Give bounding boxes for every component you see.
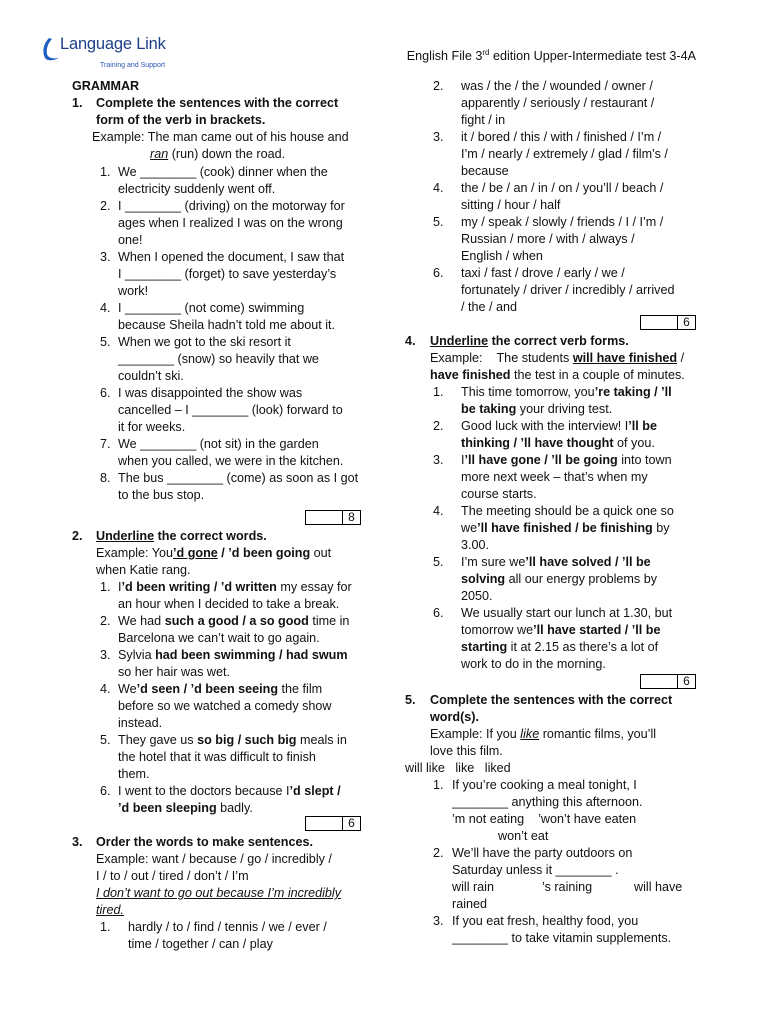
list-item: 6. I went to the doctors because I’d slept / ’d been sleeping badly. <box>100 784 341 815</box>
exercise-2: 2. Underline the correct words. Example: You’d gone / ’d been going out when Katie rang. 1. I’d been writing / ’d written my essay for an hour when I decided to take a break. 2. We had such a good / a so good time in Barcelona we can’t wait to go again. 3. Sylvia had been swimming / had swum so her hair was wet. 4. We’d seen / ’d been seeing the film before so we watched a comedy show instead. 5. They gave us so big / such big meals in the hotel that it was difficult to finish them. 6. I went to the doctors because I’d slept / ’d been sleeping badly. <box>72 528 372 817</box>
left-column <box>72 78 372 951</box>
list-item: 2. I ________ (driving) on the motorway for ages when I realized I was on the wrong one! <box>100 199 345 247</box>
list-item: 2. We had such a good / a so good time in Barcelona we can’t wait to go again. <box>100 614 350 645</box>
list-item: 4. We’d seen / ’d been seeing the film before so we watched a comedy show instead. <box>100 682 332 730</box>
list-item: 5. I’m sure we’ll have solved / ’ll be solving all our energy problems by 2050. <box>433 555 657 603</box>
score-box[interactable]: 6 <box>640 674 696 689</box>
logo-tagline: Training and Support <box>100 62 166 69</box>
score-box[interactable]: 6 <box>640 315 696 330</box>
right-column <box>405 78 705 945</box>
list-item: 3. it / bored / this / with / finished / I’m / I’m / nearly / extremely / glad / film’s / because <box>433 130 668 178</box>
list-item: 6. taxi / fast / drove / early / we / fortunately / driver / incredibly / arrived / the / and <box>433 266 675 314</box>
list-item: 1. If you’re cooking a meal tonight, I ________ anything this afternoon. ’m not eating ’won’t have eaten won’t eat <box>433 778 643 843</box>
list-item: 3. If you eat fresh, healthy food, you ________ to take vitamin supplements. <box>433 914 672 945</box>
score-box[interactable]: 6 <box>305 816 361 831</box>
exercise-number: 1. <box>72 96 83 110</box>
list-item: 1. hardly / to / find / tennis / we / ever / time / together / can / play <box>100 920 327 951</box>
score-box[interactable]: 8 <box>305 510 361 525</box>
exercise-4: 4. Underline the correct verb forms. Example: The students will have finished / have finished the test in a couple of minutes. 1. This time tomorrow, you’re taking / ’ll be taking your driving test. 2. Good luck with the interview! I’ll be thinking / ’ll have thought of you. 3. I’ll have gone / ’ll be going into town more next week – that’s when my course starts. 4. The meeting should be a quick one so we’ll have finished / be finishing by 3.00. 5. I’m sure we’ll have solved / ’ll be solving all our energy problems by 2050. 6. We usually start our lunch at 1.30, but tomorrow we’ll have started / ’ll be starting it at 2.15 as there’s a lot of work to do in the morning. <box>405 333 705 673</box>
exercise-5-items <box>405 777 705 947</box>
language-link-logo <box>40 36 180 72</box>
list-item: 5. They gave us so big / such big meals in the hotel that it was difficult to finish them. <box>100 733 347 781</box>
exercise-1-items <box>72 164 372 504</box>
list-item: 1. This time tomorrow, you’re taking / ’ll be taking your driving test. <box>433 385 672 416</box>
list-item: 6. I was disappointed the show was cancelled – I ________ (look) forward to it for weeks. <box>100 386 343 434</box>
exercise-4-items <box>405 384 705 673</box>
exercise-2-items <box>72 579 372 817</box>
list-item: 1. I’d been writing / ’d written my essay for an hour when I decided to take a break. <box>100 580 352 611</box>
list-item: 1. We ________ (cook) dinner when the electricity suddenly went off. <box>100 165 328 196</box>
logo-brand-text: Language Link <box>60 35 166 53</box>
list-item: 3. Sylvia had been swimming / had swum so her hair was wet. <box>100 648 348 679</box>
list-item: 8. The bus ________ (come) as soon as I got to the bus stop. <box>100 471 359 502</box>
example: Example: want / because / go / incredibly / I / to / out / tired / don’t / I’m I don’t want to go out because I’m incredibly tired. <box>96 852 342 917</box>
list-item: 3. When I opened the document, I saw that I ________ (forget) to save yesterday’s work! <box>100 250 345 298</box>
example: Example: The man came out of his house and ran (run) down the road. <box>92 130 349 161</box>
list-item: 5. When we got to the ski resort it ________ (snow) so heavily that we couldn’t ski. <box>100 335 319 383</box>
list-item: 6. We usually start our lunch at 1.30, but tomorrow we’ll have started / ’ll be starting it at 2.15 as there’s a lot of work to do in the morning. <box>433 606 673 671</box>
exercise-title: Complete the sentences with the correct form of the verb in brackets. <box>96 96 339 127</box>
list-item: 7. We ________ (not sit) in the garden when you called, we were in the kitchen. <box>100 437 344 468</box>
exercise-3: 3. Order the words to make sentences. Example: want / because / go / incredibly / I / to / out / tired / don’t / I’m I don’t want to go out because I’m incredibly tired. 1. hardly / to / find / tennis / we / ever / time / together / can / play <box>72 834 372 953</box>
logo-swoosh-icon <box>40 36 60 62</box>
list-item: 2. We’ll have the party outdoors on Saturday unless it ________ . will rain ’s raining will have rained <box>433 846 683 911</box>
list-item: 2. Good luck with the interview! I’ll be thinking / ’ll have thought of you. <box>433 419 657 450</box>
list-item: 5. my / speak / slowly / friends / I / I’m / Russian / more / with / always / English / when <box>433 215 664 263</box>
list-item: 4. the / be / an / in / on / you’ll / beach / sitting / hour / half <box>433 181 664 212</box>
example: Example: You’d gone / ’d been going out when Katie rang. <box>96 546 332 577</box>
list-item: 3. I’ll have gone / ’ll be going into town more next week – that’s when my course starts. <box>433 453 672 501</box>
list-item: 4. I ________ (not come) swimming because Sheila hadn’t told me about it. <box>100 301 336 332</box>
exercise-1 <box>72 95 372 504</box>
list-item: 4. The meeting should be a quick one so we’ll have finished / be finishing by 3.00. <box>433 504 674 552</box>
list-item: 2. was / the / the / wounded / owner / apparently / seriously / restaurant / fight / in <box>433 79 655 127</box>
example-options: will like like liked <box>405 761 511 775</box>
example: Example: The students will have finished / have finished the test in a couple of minutes. <box>430 351 685 382</box>
exercise-3-items-continued <box>405 78 705 316</box>
test-title: English File 3rd edition Upper-Intermediate test 3-4A <box>406 48 696 64</box>
example: Example: If you like romantic films, you’ll love this film. <box>430 727 657 758</box>
exercise-5: 5. Complete the sentences with the correct word(s). Example: If you like romantic films, you’ll love this film. will like like liked 1. If you’re cooking a meal tonight, I ________ anything this afternoon. ’m not eating ’won’t have eaten won’t eat 2. We’ll have the party outdoors on Saturday unless it ________ . will rain ’s raining will have rained 3. If you eat fresh, healthy food, you ________ to take vitamin supplements. <box>405 692 705 947</box>
section-heading: GRAMMAR <box>72 79 140 93</box>
